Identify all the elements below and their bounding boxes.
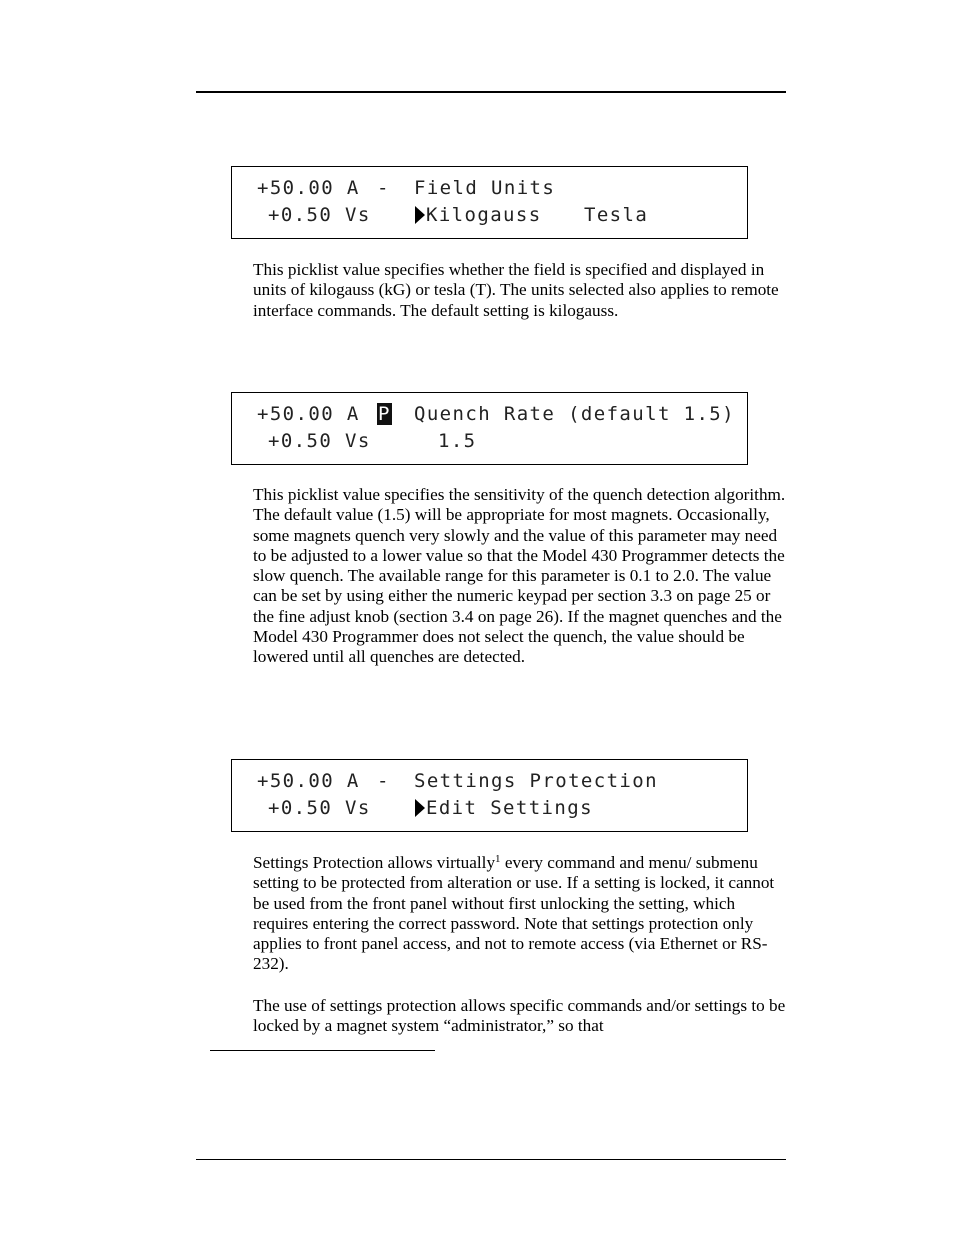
footer-rule <box>196 1159 786 1160</box>
paragraph-text: Settings Protection allows virtually <box>253 853 496 872</box>
lcd-voltage-readout: +0.50 Vs <box>268 204 371 226</box>
lcd-menu-title: Quench Rate (default 1.5) <box>414 403 735 425</box>
footnote-separator <box>210 1050 435 1051</box>
lcd-display-field-units <box>231 166 748 239</box>
lcd-mode-indicator: - <box>377 177 390 199</box>
lcd-mode-indicator: - <box>377 770 390 792</box>
lcd-mode-indicator: P <box>378 403 391 425</box>
selection-arrow-icon <box>415 206 425 224</box>
lcd-option-label: Edit Settings <box>426 797 593 819</box>
settings-protection-usage-paragraph: The use of settings protection allows specific commands and/or settings to be locked by a magnet system “administrator,” so that <box>253 996 786 1036</box>
lcd-voltage-readout: +0.50 Vs <box>268 430 371 452</box>
lcd-current-readout: +50.00 A <box>257 403 360 425</box>
lcd-menu-title: Settings Protection <box>414 770 658 792</box>
lcd-display-settings-protection <box>231 759 748 832</box>
quench-rate-description: This picklist value specifies the sensitivity of the quench detection algorithm. The default value (1.5) will be appropriate for most magnets. Occasionally, some magnets quench very slowly and the value of this parameter may need to be adjusted to a lower value so that the Model 430 Programmer detects the slow quench. The available range for this parameter is 0.1 to 2.0. The value can be set by using either the numeric keypad per section 3.3 on page 25 or the fine adjust knob (section 3.4 on page 26). If the magnet quenches and the Model 430 Programmer does not select the quench, the value should be lowered until all quenches are detected. <box>253 485 786 667</box>
settings-protection-description <box>253 853 793 975</box>
footnote-reference[interactable]: 1 <box>495 853 501 865</box>
lcd-menu-title: Field Units <box>414 177 556 199</box>
lcd-picklist-option-selected <box>415 204 542 226</box>
lcd-display-quench-rate <box>231 392 748 465</box>
lcd-current-readout: +50.00 A <box>257 770 360 792</box>
lcd-value-readout: 1.5 <box>438 430 477 452</box>
paragraph-text: every command and menu/ submenu setting to be protected from alteration or use. If a setting is locked, it cannot be used from the front panel without first unlocking the setting, which requires entering the correct password. Note that settings protection only applies to front panel access, and not to remote access (via Ethernet or RS-232). <box>253 853 775 974</box>
lcd-current-readout: +50.00 A <box>257 177 360 199</box>
field-units-description: This picklist value specifies whether the field is specified and displayed in units of kilogauss (kG) or tesla (T). The units selected also applies to remote interface commands. The default setting is kilogauss. <box>253 260 779 320</box>
lcd-voltage-readout: +0.50 Vs <box>268 797 371 819</box>
header-rule <box>196 91 786 93</box>
lcd-option-label: Kilogauss <box>426 204 542 226</box>
lcd-picklist-option-selected <box>415 797 593 819</box>
lcd-picklist-option: Tesla <box>584 204 649 226</box>
selection-arrow-icon <box>415 799 425 817</box>
